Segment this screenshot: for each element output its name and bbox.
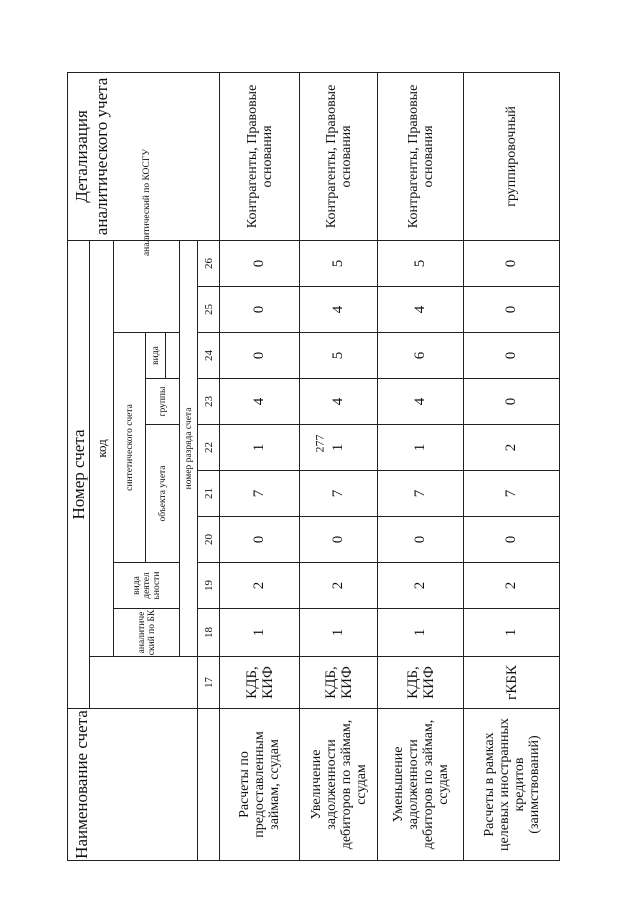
header-blank [90,657,198,709]
digit-22-value: 1 [220,425,300,471]
digit-18-value: 1 [220,609,300,657]
digit-22: 22 [198,425,220,471]
digit-20-value: 0 [220,517,300,563]
digit-19-value: 2 [300,563,378,609]
digit-25-value: 4 [300,287,378,333]
digit-20-value: 0 [378,517,464,563]
header-account-number: Номер счета [68,240,90,708]
digit-19-value: 2 [378,563,464,609]
header-blank-name [198,709,220,861]
account-name: Уменьшение задолженности дебиторов по займам, ссудам [378,709,464,861]
table-row [464,72,560,860]
analytic-detail-value: Контрагенты, Правовые основания [220,72,300,240]
digit-25: 25 [198,287,220,333]
digit-24: 24 [198,333,220,379]
digit-26-value: 5 [300,240,378,286]
digit-21-value: 7 [464,471,560,517]
header-analytic-detail: Детализация аналитического учета [68,72,220,240]
analytic-bk-value: КДБ, КИФ [220,657,300,709]
header-code: код [90,240,114,656]
digit-18-value: 1 [378,609,464,657]
digit-21-value: 7 [220,471,300,517]
digit-18: 18 [198,609,220,657]
account-name: Расчеты по предоставленным займам, ссудам [220,709,300,861]
analytic-detail-value: Контрагенты, Правовые основания [378,72,464,240]
digit-19-value: 2 [464,563,560,609]
digit-18-value: 1 [300,609,378,657]
analytic-bk-value: гКБК [464,657,560,709]
page-number: 277 [312,434,327,453]
digit-24-value: 6 [378,333,464,379]
header-analytic-kosgu: аналитический по КОСГУ [114,72,180,332]
digit-23-value: 4 [300,379,378,425]
digit-23-value: 0 [464,379,560,425]
digit-21-value: 7 [300,471,378,517]
digit-24-value: 5 [300,333,378,379]
digit-22-value: 2 [464,425,560,471]
digit-22-value: 1 [378,425,464,471]
accounts-table [67,72,560,861]
digit-20-value: 0 [300,517,378,563]
header-account-name: Наименование счета [68,709,198,861]
digit-17: 17 [198,657,220,709]
header-kind: вида [146,333,166,379]
account-name: Расчеты в рамках целевых иностранных кредитов (заимствований) [464,709,560,861]
digit-24-value: 0 [220,333,300,379]
digit-19: 19 [198,563,220,609]
digit-25-value: 0 [464,287,560,333]
digit-26-value: 0 [464,240,560,286]
analytic-detail-value: Контрагенты, Правовые основания [300,72,378,240]
analytic-detail-value: группировочный [464,72,560,240]
table-row [378,72,464,860]
digit-24-value: 0 [464,333,560,379]
analytic-bk-value: КДБ, КИФ [378,657,464,709]
table-row [300,72,378,860]
digit-25-value: 0 [220,287,300,333]
digit-26-value: 5 [378,240,464,286]
rotated-table-container [67,73,559,861]
digit-22-value: 1 [300,425,378,471]
header-synthetic: синтетического счета [114,333,146,563]
account-name: Увеличение задолженности дебиторов по займам, ссудам [300,709,378,861]
header-group: группы [146,379,180,425]
digit-21: 21 [198,471,220,517]
digit-20: 20 [198,517,220,563]
header-activity-type: вида деятел ьности [114,563,180,609]
digit-23-value: 4 [220,379,300,425]
digit-26-value: 0 [220,240,300,286]
digit-25-value: 4 [378,287,464,333]
digit-23: 23 [198,379,220,425]
digit-19-value: 2 [220,563,300,609]
digit-18-value: 1 [464,609,560,657]
header-blank-kind [166,333,180,379]
digit-26: 26 [198,240,220,286]
header-digit-number: номер разряда счета [180,240,198,656]
analytic-bk-value: КДБ, КИФ [300,657,378,709]
header-analytic-bk: аналитиче ский по БК [114,609,180,657]
digit-20-value: 0 [464,517,560,563]
table-row [220,72,300,860]
digit-23-value: 4 [378,379,464,425]
digit-21-value: 7 [378,471,464,517]
header-account-object: объекта учета [146,425,180,563]
